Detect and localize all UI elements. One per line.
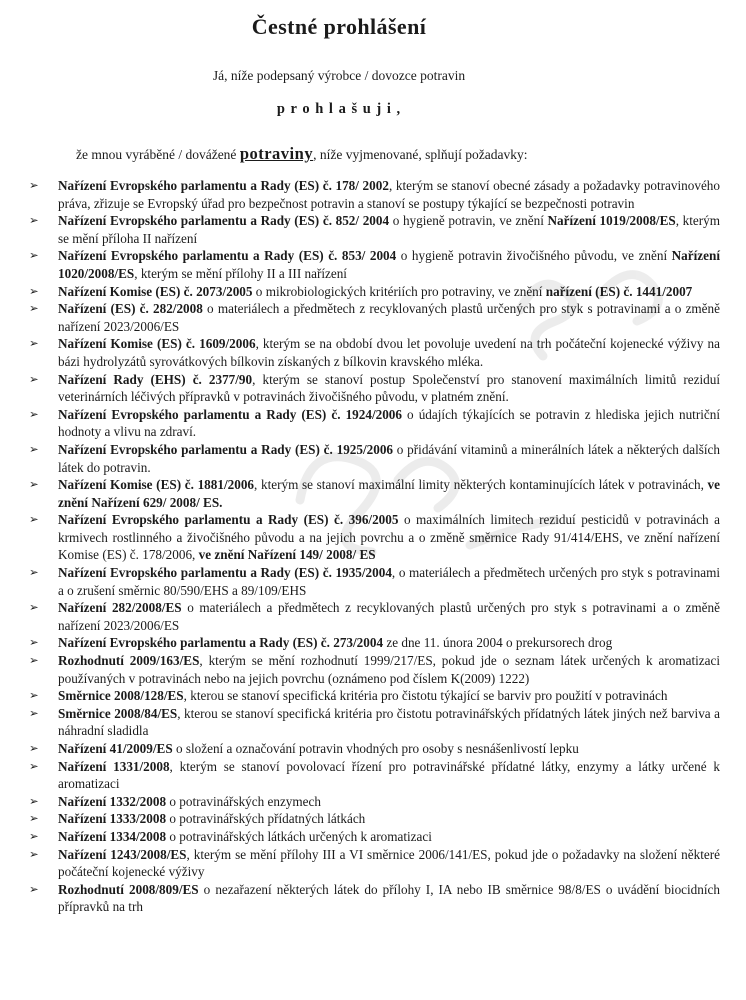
requirements-suffix: , níže vyjmenované, splňují požadavky: (313, 147, 528, 162)
list-item (28, 335, 720, 370)
list-item (28, 705, 720, 740)
regulation-text: Nařízení Evropského parlamentu a Rady (ES) č. 273/2004 ze dne 11. února 2004 o prekursorech drog (58, 635, 613, 651)
arrow-bullet-icon: ➢ (29, 180, 39, 192)
regulation-text: Nařízení Evropského parlamentu a Rady (ES) č. 178/ 2002, kterým se stanoví obecné zásady a požadavky potravinového práva, zřizuje se Evropský úřad pro bezpečnost potravin a stanoví se postupy týkající se bezpečnosti potravin (58, 178, 720, 211)
arrow-bullet-icon: ➢ (29, 567, 39, 580)
list-item (28, 599, 720, 634)
arrow-bullet-icon: ➢ (29, 443, 39, 456)
list-item (28, 476, 720, 511)
document-body (28, 14, 720, 916)
list-item (28, 441, 720, 476)
regulation-text: Nařízení Komise (ES) č. 1881/2006, kterým se stanoví maximální limity některých kontaminujících látek v potravinách, ve znění Nařízení 629/ 2008/ ES. (58, 477, 720, 510)
list-item (28, 846, 720, 881)
list-item (28, 371, 720, 406)
regulation-text: Nařízení Evropského parlamentu a Rady (ES) č. 853/ 2004 o hygieně potravin živočišného původu, ve znění Nařízení 1020/2008/ES, kterým se mění přílohy II a III nařízení (58, 248, 720, 281)
list-item (28, 634, 720, 652)
list-item (28, 511, 720, 564)
document-title: Čestné prohlášení (251, 14, 427, 39)
list-item (28, 758, 720, 793)
arrow-bullet-icon: ➢ (29, 373, 39, 386)
arrow-bullet-icon: ➢ (29, 408, 39, 421)
arrow-bullet-icon: ➢ (29, 215, 39, 228)
arrow-bullet-icon: ➢ (29, 883, 39, 896)
list-item (28, 177, 720, 212)
regulation-text: Nařízení Evropského parlamentu a Rady (ES) č. 396/2005 o maximálních limitech reziduí pesticidů v potravinách a krmivech rostlinného a živočišného původu a na jejich povrchu a o změně směrnice Rady 91/414/EHS, ve znění nařízení Komise (ES) č. 178/2006, ve znění Nařízení 149/ 2008/ ES (58, 512, 720, 563)
requirements-prefix: že mnou vyráběné / dovážené (76, 147, 240, 162)
arrow-bullet-icon: ➢ (29, 602, 39, 615)
arrow-bullet-icon: ➢ (29, 690, 39, 703)
regulation-text: Nařízení 282/2008/ES o materiálech a předmětech z recyklovaných plastů určených pro styk s potravinami a o změně nařízení 2023/2006/ES (58, 600, 720, 633)
regulation-text: Nařízení 1243/2008/ES, kterým se mění přílohy III a VI směrnice 2006/141/ES, pokud jde o požadavky na složení některé počáteční kojenecké výživy (58, 846, 720, 880)
intro-line: Já, níže podepsaný výrobce / dovozce potravin (212, 68, 466, 83)
regulation-text: Nařízení (ES) č. 282/2008 o materiálech a předmětech z recyklovaných plastů určených pro styk s potravinami a o změně nařízení 2023/2006/ES (58, 301, 720, 334)
regulation-text: Rozhodnutí 2009/163/ES, kterým se mění rozhodnutí 1999/217/ES, pokud jde o seznam látek určených k aromatizaci používaných v potravinách nebo na jejich povrchu (oznámeno pod číslem K(2009) 1222) (58, 653, 720, 686)
arrow-bullet-icon: ➢ (29, 830, 39, 843)
regulation-text: Nařízení 1331/2008, kterým se stanoví povolovací řízení pro potravinářské přídatné látky, enzymy a látky určené k aromatizaci (58, 758, 720, 792)
regulation-text: Nařízení Komise (ES) č. 2073/2005 o mikrobiologických kritériích pro potraviny, ve znění nařízení (ES) č. 1441/2007 (58, 283, 693, 299)
regulation-text: Nařízení Rady (EHS) č. 2377/90, kterým se stanoví postup Společenství pro stanovení maximálních limitů reziduí veterinárních léčivých přípravků v potravinách živočišného původu, v platném znění. (58, 371, 720, 405)
regulation-text: Nařízení 1334/2008 o potravinářských látkách určených k aromatizaci (58, 828, 432, 844)
list-item (28, 740, 720, 758)
requirements-line (28, 144, 720, 164)
arrow-bullet-icon: ➢ (29, 303, 39, 316)
arrow-bullet-icon: ➢ (29, 813, 39, 826)
arrow-bullet-icon: ➢ (29, 250, 39, 263)
list-item (28, 300, 720, 335)
regulation-list (28, 177, 720, 916)
list-item (28, 828, 720, 846)
regulation-text: Nařízení Evropského parlamentu a Rady (ES) č. 1924/2006 o údajích týkajících se potravin z hlediska jejich nutriční hodnoty a vlivu na zdraví. (58, 406, 720, 440)
requirements-emphasis: potraviny (239, 144, 314, 163)
arrow-bullet-icon: ➢ (29, 707, 39, 720)
arrow-bullet-icon: ➢ (29, 743, 39, 755)
regulation-text: Nařízení 1333/2008 o potravinářských přídatných látkách (58, 811, 366, 827)
arrow-bullet-icon: ➢ (29, 514, 39, 527)
list-item (28, 652, 720, 687)
arrow-bullet-icon: ➢ (29, 285, 39, 298)
regulation-text: Nařízení Komise (ES) č. 1609/2006, kterým se na období dvou let povoluje uvedení na trh počáteční kojenecké výživy na bázi hydrolyzátů syrovátkových bílkovin získaných z bílkovin kravského mléka. (58, 336, 721, 369)
arrow-bullet-icon: ➢ (29, 637, 39, 650)
list-item (28, 564, 720, 599)
list-item (28, 212, 720, 247)
list-item (28, 881, 720, 916)
regulation-text: Nařízení Evropského parlamentu a Rady (ES) č. 1925/2006 o přidávání vitaminů a minerálních látek a některých dalších látek do potravin. (58, 441, 720, 475)
declaration-line: p r o h l a š u j i , (276, 101, 402, 117)
arrow-bullet-icon: ➢ (29, 795, 39, 808)
arrow-bullet-icon: ➢ (29, 338, 39, 351)
regulation-text: Rozhodnutí 2008/809/ES o nezařazení některých látek do přílohy I, IA nebo IB směrnice 98/8/ES o uvádění biocidních přípravků na trh (58, 881, 720, 915)
arrow-bullet-icon: ➢ (29, 848, 39, 861)
list-item (28, 810, 720, 828)
regulation-text: Nařízení Evropského parlamentu a Rady (ES) č. 1935/2004, o materiálech a předmětech určených pro styk s potravinami a o zrušení směrnic 80/590/EHS a 89/109/EHS (58, 565, 720, 598)
list-item (28, 283, 720, 301)
regulation-text: Směrnice 2008/84/ES, kterou se stanoví specifická kritéria pro čistotu potravinářských přídatných látek jiných než barviva a náhradní sladidla (58, 705, 720, 739)
regulation-text: Nařízení Evropského parlamentu a Rady (ES) č. 852/ 2004 o hygieně potravin, ve znění Nařízení 1019/2008/ES, kterým se mění příloha II nařízení (58, 213, 720, 246)
list-item (28, 406, 720, 441)
list-item (28, 687, 720, 705)
regulation-text: Nařízení 41/2009/ES o složení a označování potravin vhodných pro osoby s nesnášenlivostí lepku (58, 741, 579, 756)
list-item (28, 247, 720, 282)
arrow-bullet-icon: ➢ (29, 479, 39, 492)
regulation-text: Směrnice 2008/128/ES, kterou se stanoví specifická kritéria pro čistotu týkající se barviv pro použití v potravinách (58, 688, 668, 704)
arrow-bullet-icon: ➢ (29, 760, 39, 773)
regulation-text: Nařízení 1332/2008 o potravinářských enzymech (58, 793, 321, 809)
arrow-bullet-icon: ➢ (29, 655, 39, 668)
list-item (28, 793, 720, 811)
